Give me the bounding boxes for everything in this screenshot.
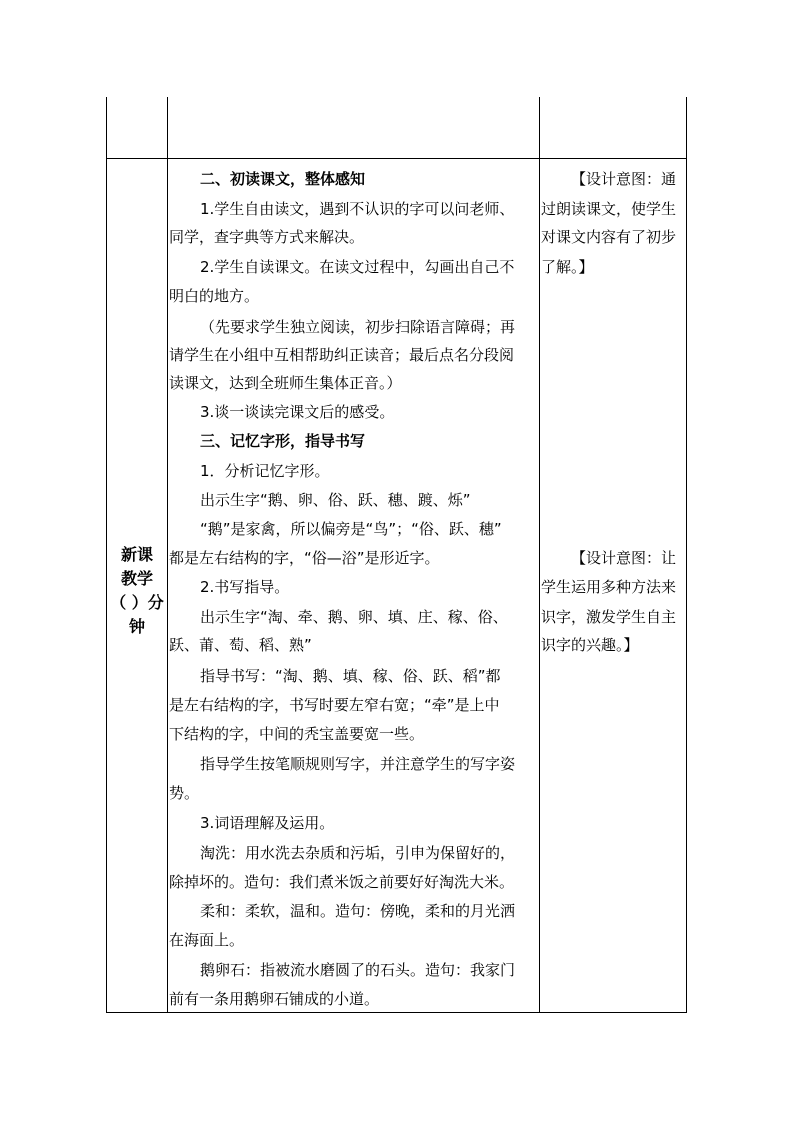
paragraph-line: 出示生字“鹅、卵、俗、跃、穗、踱、烁” <box>200 491 471 509</box>
paragraph-line: 指导书写：“淘、鹅、填、稼、俗、跃、稻”都 <box>200 667 501 685</box>
paragraph-line: 请学生在小组中互相帮助纠正读音；最后点名分段阅 <box>169 346 515 364</box>
table-border-left <box>106 97 107 1013</box>
paragraph-line: 3.词语理解及运用。 <box>200 814 335 832</box>
design-note-line: 识字，激发学生自主 <box>541 608 677 626</box>
design-note-line: 识字的兴趣。】 <box>541 636 639 654</box>
section-label-line: 教学 <box>120 569 153 588</box>
paragraph-line: 跃、莆、萄、稻、熟” <box>169 636 312 654</box>
design-note-line: 【设计意图：通 <box>571 170 677 188</box>
paragraph-line: 出示生字“淘、牵、鹅、卵、填、庄、稼、俗、 <box>200 608 508 626</box>
design-note-line: 了解。】 <box>541 258 594 276</box>
table-border-col1 <box>167 97 168 1013</box>
paragraph-line: 势。 <box>169 784 200 802</box>
table-border-right <box>686 97 687 1013</box>
section-label-line: （ ）分 <box>110 593 164 612</box>
paragraph-line: （先要求学生独立阅读，初步扫除语言障碍；再 <box>200 318 516 336</box>
design-note-line: 过朗读课文，使学生 <box>541 200 677 218</box>
table-border-col2 <box>539 97 540 1013</box>
paragraph-line: 1．分析记忆字形。 <box>200 462 330 480</box>
paragraph-line: 除掉坏的。造句：我们煮米饭之前要好好淘洗大米。 <box>169 873 515 891</box>
paragraph-line: 2.学生自读课文。在读文过程中，勾画出自己不 <box>200 258 515 276</box>
paragraph-line: 3.谈一谈读完课文后的感受。 <box>200 403 395 421</box>
paragraph-line: 柔和：柔软，温和。造句：傍晚，柔和的月光洒 <box>200 902 516 920</box>
paragraph-line: 下结构的字，中间的秃宝盖要宽一些。 <box>169 725 425 743</box>
paragraph-line: 指导学生按笔顺规则写字，并注意学生的写字姿 <box>200 755 516 773</box>
section-label-line: 新课 <box>120 545 153 564</box>
design-note-line: 学生运用多种方法来 <box>541 578 677 596</box>
paragraph-line: “鹅”是家禽，所以偏旁是“鸟”；“俗、跃、穗” <box>200 520 502 538</box>
paragraph-line: 前有一条用鹅卵石铺成的小道。 <box>169 990 380 1008</box>
section-label <box>108 543 166 639</box>
paragraph-line: 在海面上。 <box>169 931 245 949</box>
section-label-line: 钟 <box>128 617 145 636</box>
paragraph-line: 鹅卵石：指被流水磨圆了的石头。造句：我家门 <box>200 961 516 979</box>
paragraph-line: 明白的地方。 <box>169 287 260 305</box>
table-border-bottom <box>106 1012 687 1013</box>
table-row-divider <box>106 158 687 159</box>
paragraph-line: 淘洗：用水洗去杂质和污垢，引申为保留好的， <box>200 844 516 862</box>
heading-reading: 二、初读课文，整体感知 <box>200 170 366 188</box>
heading-writing: 三、记忆字形，指导书写 <box>200 432 366 450</box>
paragraph-line: 1.学生自由读文，遇到不认识的字可以问老师、 <box>200 200 515 218</box>
paragraph-line: 2.书写指导。 <box>200 578 290 596</box>
design-note-line: 对课文内容有了初步 <box>541 228 677 246</box>
design-note-line: 【设计意图：让 <box>571 549 677 567</box>
paragraph-line: 同学，查字典等方式来解决。 <box>169 228 365 246</box>
paragraph-line: 都是左右结构的字，“俗—浴”是形近字。 <box>169 549 440 567</box>
paragraph-line: 读课文，达到全班师生集体正音。） <box>169 374 402 392</box>
paragraph-line: 是左右结构的字，书写时要左窄右宽；“牵”是上中 <box>169 696 500 714</box>
